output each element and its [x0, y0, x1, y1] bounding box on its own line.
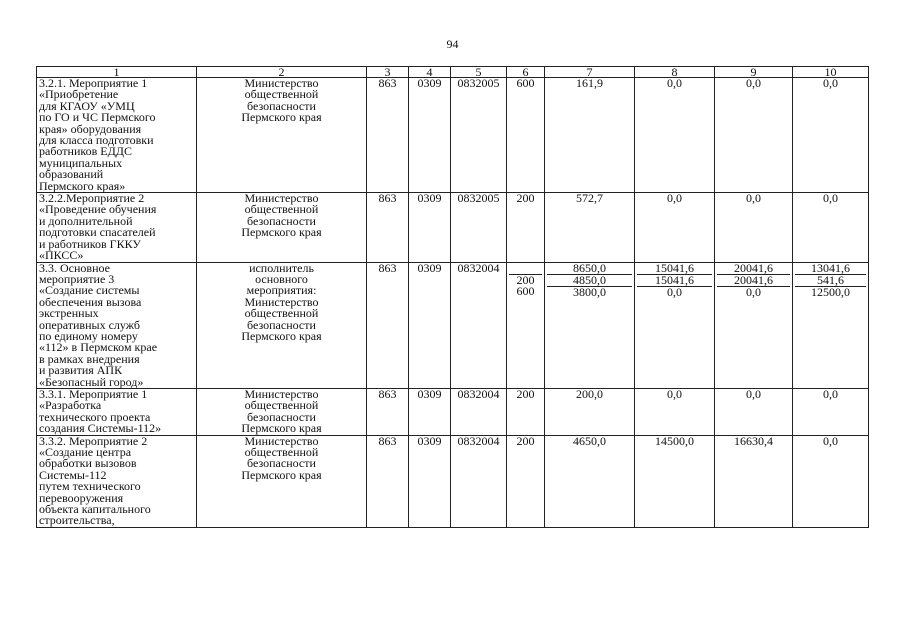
table-row — [37, 193, 869, 262]
header-cell: 7 — [545, 67, 635, 78]
code-subcell: 600 — [516, 284, 535, 299]
amount-subcell: 20041,6 — [717, 275, 790, 287]
amount-subcell: 3800,0 — [573, 285, 606, 300]
header-cell: 9 — [715, 67, 793, 78]
code-cell: 0309 — [409, 435, 451, 527]
code-cell: 0832005 — [451, 193, 507, 262]
amount-cell: 0,0 — [715, 193, 793, 262]
code-cell: 863 — [367, 435, 409, 527]
header-cell: 5 — [451, 67, 507, 78]
activity-name: 3.2.1. Мероприятие 1 «Приобретение для КГАОУ «УМЦ по ГО и ЧС Пермского края» оборудования для класса подготовки работников ЕДДС муниципальных образований Пермского края» — [37, 78, 197, 193]
code-cell: 0309 — [409, 262, 451, 388]
header-cell: 6 — [507, 67, 545, 78]
header-row — [37, 67, 869, 78]
amount-subcell-group — [715, 262, 793, 388]
code-cell: 0309 — [409, 388, 451, 435]
amount-cell: 0,0 — [635, 78, 715, 193]
amount-cell: 0,0 — [793, 78, 869, 193]
amount-subcell: 8650,0 — [547, 263, 632, 275]
amount-subcell-group — [793, 262, 869, 388]
amount-cell: 0,0 — [635, 193, 715, 262]
amount-cell: 4650,0 — [545, 435, 635, 527]
executor: исполнитель основного мероприятия: Министерство общественной безопасности Пермского края — [197, 262, 367, 388]
code-cell: 200 — [507, 193, 545, 262]
executor: Министерство общественной безопасности Пермского края — [197, 78, 367, 193]
amount-subcell: 13041,6 — [795, 263, 866, 275]
code-cell: 863 — [367, 262, 409, 388]
amount-cell: 0,0 — [793, 388, 869, 435]
amount-cell: 0,0 — [715, 388, 793, 435]
code-cell: 0832004 — [451, 388, 507, 435]
code-cell: 0309 — [409, 193, 451, 262]
executor: Министерство общественной безопасности Пермского края — [197, 435, 367, 527]
activity-name: 3.3.2. Мероприятие 2 «Создание центра обработки вызовов Системы-112 путем технического перевооружения объекта капитального строительства, — [37, 435, 197, 527]
table-row — [37, 435, 869, 527]
code-cell: 0832004 — [451, 435, 507, 527]
amount-cell: 14500,0 — [635, 435, 715, 527]
amount-cell: 572,7 — [545, 193, 635, 262]
code-cell: 0832004 — [451, 262, 507, 388]
code-subcell: 200 — [516, 272, 535, 287]
amount-subcell: 0,0 — [667, 285, 682, 300]
amount-subcell: 20041,6 — [717, 263, 790, 275]
amount-subcell-group — [545, 262, 635, 388]
code-cell: 200 — [507, 388, 545, 435]
header-cell: 4 — [409, 67, 451, 78]
header-cell: 3 — [367, 67, 409, 78]
activity-name: 3.3.1. Мероприятие 1 «Разработка технического проекта создания Системы-112» — [37, 388, 197, 435]
page-number: 94 — [446, 37, 459, 51]
budget-table — [36, 66, 869, 528]
amount-cell: 0,0 — [793, 435, 869, 527]
amount-subcell: 15041,6 — [637, 263, 712, 275]
table-row — [37, 388, 869, 435]
code-cell: 863 — [367, 193, 409, 262]
header-cell: 10 — [793, 67, 869, 78]
activity-name: 3.2.2.Мероприятие 2 «Проведение обучения и дополнительной подготовки спасателей и работников ГККУ «ПКСС» — [37, 193, 197, 262]
code-cell: 863 — [367, 388, 409, 435]
amount-subcell: 0,0 — [746, 285, 761, 300]
amount-cell: 161,9 — [545, 78, 635, 193]
table-row — [37, 78, 869, 193]
header-cell: 2 — [197, 67, 367, 78]
code-cell: 200 — [507, 435, 545, 527]
amount-cell: 0,0 — [715, 78, 793, 193]
header-cell: 8 — [635, 67, 715, 78]
amount-subcell: 4850,0 — [547, 275, 632, 287]
amount-cell: 200,0 — [545, 388, 635, 435]
code-cell: 600 — [507, 78, 545, 193]
executor: Министерство общественной безопасности Пермского края — [197, 193, 367, 262]
executor: Министерство общественной безопасности Пермского края — [197, 388, 367, 435]
code-cell: 0832005 — [451, 78, 507, 193]
amount-subcell: 541,6 — [795, 275, 866, 287]
code-cell: 863 — [367, 78, 409, 193]
header-cell: 1 — [37, 67, 197, 78]
amount-cell: 0,0 — [635, 388, 715, 435]
amount-cell: 0,0 — [793, 193, 869, 262]
code-cell: 0309 — [409, 78, 451, 193]
amount-cell: 16630,4 — [715, 435, 793, 527]
code-subcell-group — [507, 262, 545, 388]
amount-subcell: 15041,6 — [637, 275, 712, 287]
table-row — [37, 262, 869, 388]
amount-subcell: 12500,0 — [811, 285, 850, 300]
amount-subcell-group — [635, 262, 715, 388]
activity-name: 3.3. Основное мероприятие 3 «Создание системы обеспечения вызова экстренных оперативных служб по единому номеру «112» в Пермском крае в рамках внедрения и развития АПК «Безопасный город» — [37, 262, 197, 388]
